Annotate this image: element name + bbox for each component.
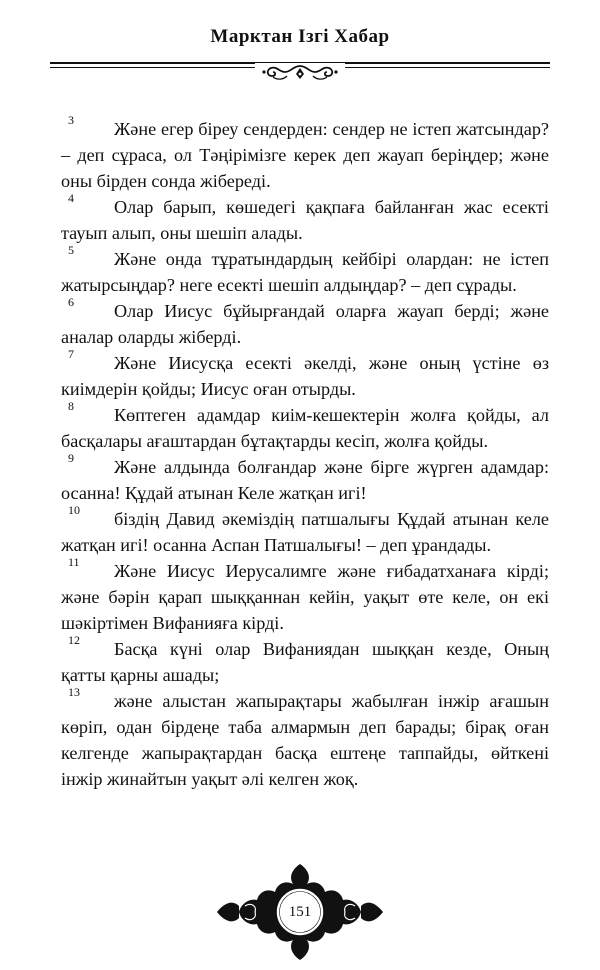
verse-5 — [61, 243, 549, 298]
verse-text: Және онда тұратындардың кейбірі олардан: не істеп жатырсыңдар? неге есекті шешіп алдыңдар? – деп сұрады. — [61, 249, 549, 295]
verse-9 — [61, 451, 549, 506]
verse-text: Және алдында болғандар және бірге жүрген адамдар: осанна! Құдай атынан Келе жатқан игі! — [61, 457, 549, 503]
scripture-text — [61, 113, 549, 792]
verse-6 — [61, 295, 549, 350]
verse-13 — [61, 685, 549, 792]
verse-text: Және Иисусқа есекті әкелді, және оның үстіне өз киімдерін қойды; Иисус оған отырды. — [61, 353, 549, 399]
verse-text: біздің Давид әкеміздің патшалығы Құдай атынан келе жатқан игі! осанна Аспан Патшалығы! – деп ұрандады. — [61, 509, 549, 555]
verse-4 — [61, 191, 549, 246]
verse-text: Басқа күні олар Вифаниядан шыққан кезде, Оның қатты қарны ашады; — [61, 639, 549, 685]
scroll-ornament-icon — [255, 63, 345, 83]
verse-number: 10 — [68, 503, 80, 517]
verse-number: 4 — [68, 191, 74, 205]
page-number: 151 — [288, 904, 312, 920]
verse-number: 3 — [68, 113, 74, 127]
verse-10 — [61, 503, 549, 558]
verse-number: 12 — [68, 633, 80, 647]
verse-12 — [61, 633, 549, 688]
verse-number: 5 — [68, 243, 74, 257]
verse-text: Олар Иисус бұйырғандай оларға жауап берді; және аналар оларды жіберді. — [61, 301, 549, 347]
running-head-title: Марктан Ізгі Хабар — [210, 26, 390, 47]
verse-11 — [61, 555, 549, 636]
verse-3 — [61, 113, 549, 194]
verse-number: 11 — [68, 555, 80, 569]
verse-text: Көптеген адамдар киім-кешектерін жолға қойды, ал басқалары ағаштардан бұтақтарды кесіп, жолға қойды. — [61, 405, 549, 451]
verse-number: 6 — [68, 295, 74, 309]
verse-number: 9 — [68, 451, 74, 465]
verse-text: Олар барып, көшедегі қақпаға байланған жас есекті тауып алып, оны шешіп алады. — [61, 197, 549, 243]
verse-text: Және егер біреу сендерден: сендер не істеп жатсындар? – деп сұраса, ол Тәңірімізге керек деп жауап беріңдер; және оны бірден сонда жібереді. — [61, 119, 549, 191]
verse-7 — [61, 347, 549, 402]
verse-text: Және Иисус Иерусалимге және ғибадатханаға кірді; және бәрін қарап шыққаннан кейін, уақыт өте келе, он екі шәкіртімен Вифанияға кірді. — [61, 561, 549, 633]
verse-8 — [61, 399, 549, 454]
verse-number: 7 — [68, 347, 74, 361]
verse-number: 13 — [68, 685, 80, 699]
verse-text: және алыстан жапырақтары жабылған інжір ағашын көріп, одан бірдеңе таба алмармын деп барады; бірақ оған келгенде жапырақтардан басқа ештеңе таппайды, өйткені інжір жинайтын уақыт әлі келген жоқ. — [61, 691, 549, 789]
verse-number: 8 — [68, 399, 74, 413]
